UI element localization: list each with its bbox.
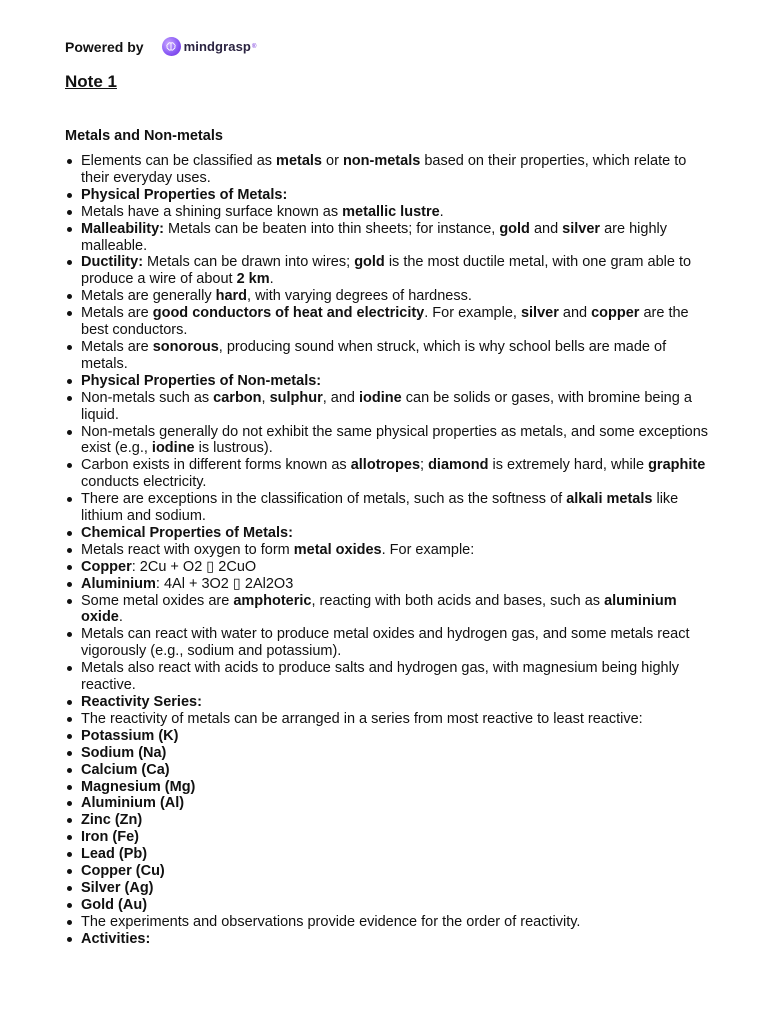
bold-text: Copper (Cu) <box>81 863 165 880</box>
bold-text: 2 km <box>236 271 270 288</box>
text-segment: . For example: <box>381 541 475 558</box>
bold-text: Lead (Pb) <box>81 846 148 863</box>
list-item <box>81 576 711 593</box>
list-item <box>81 305 711 339</box>
bold-text: Physical Properties of Metals: <box>81 186 288 203</box>
text-segment: Metals can be drawn into wires; <box>143 254 355 271</box>
text-segment: , reacting with both acids and bases, such as <box>311 592 605 609</box>
list-item <box>81 728 711 745</box>
text-segment: The reactivity of metals can be arranged in a series from most reactive to least reactive: <box>81 710 643 727</box>
text-segment: is lustrous). <box>194 440 273 457</box>
text-segment: Metals can react with water to produce metal oxides and hydrogen gas, and some metals react vigorously (e.g., sodium and potassium). <box>81 626 690 660</box>
bold-text: iodine <box>151 440 195 457</box>
text-segment: There are exceptions in the classification of metals, such as the softness of <box>81 491 567 508</box>
list-item <box>81 931 711 948</box>
list-item <box>81 897 711 914</box>
text-segment: is the most ductile metal, with one gram able to produce a wire of about <box>81 254 692 288</box>
text-segment: : 4Al + 3O2 ▯ 2Al2O3 <box>155 575 294 592</box>
bold-text: copper <box>591 305 640 322</box>
text-segment: : 2Cu + O2 ▯ 2CuO <box>131 558 257 575</box>
list-item <box>81 711 711 728</box>
bold-text: sonorous <box>152 338 219 355</box>
list-item <box>81 390 711 424</box>
list-item <box>81 880 711 897</box>
bold-text: aluminium oxide <box>81 592 677 626</box>
list-item <box>81 153 711 187</box>
bold-text: sulphur <box>269 389 323 406</box>
text-segment: and <box>529 220 563 237</box>
text-segment: Metals have a shining surface known as <box>81 203 343 220</box>
text-segment: . <box>118 609 123 626</box>
list-item <box>81 762 711 779</box>
text-segment: or <box>322 153 343 169</box>
list-item <box>81 254 711 288</box>
brand-name: mindgrasp <box>183 39 251 54</box>
list-item <box>81 812 711 829</box>
text-segment: like lithium and sodium. <box>81 491 679 525</box>
bold-text: gold <box>499 220 530 237</box>
section-title: Metals and Non-metals <box>65 128 223 144</box>
bold-text: hard <box>215 288 248 305</box>
list-item <box>81 288 711 305</box>
text-segment: Metals are generally <box>81 288 216 305</box>
text-segment: Metals also react with acids to produce salts and hydrogen gas, with magnesium being highly reactive. <box>81 660 680 694</box>
list-item <box>81 779 711 796</box>
list-item <box>81 846 711 863</box>
text-segment: Metals react with oxygen to form <box>81 541 294 558</box>
text-segment: Carbon exists in different forms known as <box>81 457 351 474</box>
brand-trademark: ® <box>251 43 257 50</box>
bold-text: Reactivity Series: <box>81 694 202 710</box>
text-segment: Metals can be beaten into thin sheets; for instance, <box>164 220 500 237</box>
bold-text: allotropes <box>350 457 421 474</box>
notes-list <box>81 153 711 948</box>
note-title: Note 1 <box>65 72 117 91</box>
text-segment: , and <box>322 389 360 406</box>
bold-text: silver <box>562 220 601 237</box>
text-segment: ; <box>420 457 429 474</box>
bold-text: graphite <box>648 457 706 474</box>
bold-text: Chemical Properties of Metals: <box>81 524 293 541</box>
bold-text: metals <box>276 153 322 169</box>
list-item <box>81 373 711 390</box>
list-item <box>81 424 711 458</box>
brand-logo <box>162 37 257 56</box>
list-item <box>81 829 711 846</box>
list-item <box>81 660 711 694</box>
bold-text: carbon <box>213 389 262 406</box>
powered-by-label: Powered by <box>65 38 144 55</box>
list-item <box>81 491 711 525</box>
text-segment: based on their properties, which relate to their everyday uses. <box>81 153 687 186</box>
bold-text: Calcium (Ca) <box>81 761 170 778</box>
header <box>65 37 256 56</box>
bold-text: Silver (Ag) <box>81 879 154 896</box>
bold-text: Gold (Au) <box>81 896 148 913</box>
bold-text: gold <box>354 254 385 271</box>
bold-text: Copper <box>81 558 132 575</box>
text-segment: , producing sound when struck, which is why school bells are made of metals. <box>81 338 667 372</box>
list-item <box>81 914 711 931</box>
list-item <box>81 694 711 711</box>
bold-text: metallic lustre <box>342 203 440 220</box>
bold-text: Physical Properties of Non-metals: <box>81 372 322 389</box>
bold-text: Aluminium (Al) <box>81 795 185 812</box>
bold-text: Iron (Fe) <box>81 829 139 846</box>
text-segment: , with varying degrees of hardness. <box>247 288 472 305</box>
text-segment: Elements can be classified as <box>81 153 277 169</box>
bold-text: Potassium (K) <box>81 727 179 744</box>
bold-text: Aluminium <box>81 575 156 592</box>
bold-text: iodine <box>359 389 402 406</box>
text-segment: are the best conductors. <box>81 305 689 339</box>
text-segment: Metals are <box>81 305 153 322</box>
text-segment: Some metal oxides are <box>81 592 234 609</box>
text-segment: Metals are <box>81 338 153 355</box>
bold-text: good conductors of heat and electricity <box>152 305 425 322</box>
text-segment: The experiments and observations provide evidence for the order of reactivity. <box>81 913 581 930</box>
bold-text: non-metals <box>342 153 421 169</box>
list-item <box>81 204 711 221</box>
text-segment: Non-metals such as <box>81 389 214 406</box>
list-item <box>81 626 711 660</box>
brain-icon <box>162 37 181 56</box>
list-item <box>81 795 711 812</box>
text-segment: . <box>269 271 274 288</box>
bold-text: Malleability: <box>81 220 164 237</box>
list-item <box>81 593 711 627</box>
list-item <box>81 221 711 255</box>
list-item <box>81 525 711 542</box>
text-segment: conducts electricity. <box>81 474 207 491</box>
bold-text: diamond <box>428 457 489 474</box>
text-segment: . <box>439 203 444 220</box>
bold-text: amphoteric <box>233 592 312 609</box>
list-item <box>81 745 711 762</box>
text-segment: can be solids or gases, with bromine being a liquid. <box>81 389 692 423</box>
bold-text: Sodium (Na) <box>81 744 167 761</box>
list-item <box>81 863 711 880</box>
list-item <box>81 559 711 576</box>
list-item <box>81 542 711 559</box>
bold-text: Magnesium (Mg) <box>81 778 196 795</box>
bold-text: Ductility: <box>81 254 144 271</box>
bold-text: Zinc (Zn) <box>81 812 143 829</box>
list-item <box>81 187 711 204</box>
bold-text: silver <box>520 305 559 322</box>
text-segment: . For example, <box>424 305 521 322</box>
text-segment: Non-metals generally do not exhibit the same physical properties as metals, and some exceptions exist (e.g., <box>81 423 709 457</box>
bold-text: metal oxides <box>293 541 382 558</box>
list-item <box>81 339 711 373</box>
text-segment: and <box>558 305 592 322</box>
bold-text: alkali metals <box>566 491 653 508</box>
text-segment: is extremely hard, while <box>488 457 649 474</box>
text-segment: are highly malleable. <box>81 220 667 254</box>
list-item <box>81 457 711 491</box>
text-segment: , <box>261 389 270 406</box>
bold-text: Activities: <box>81 930 151 947</box>
